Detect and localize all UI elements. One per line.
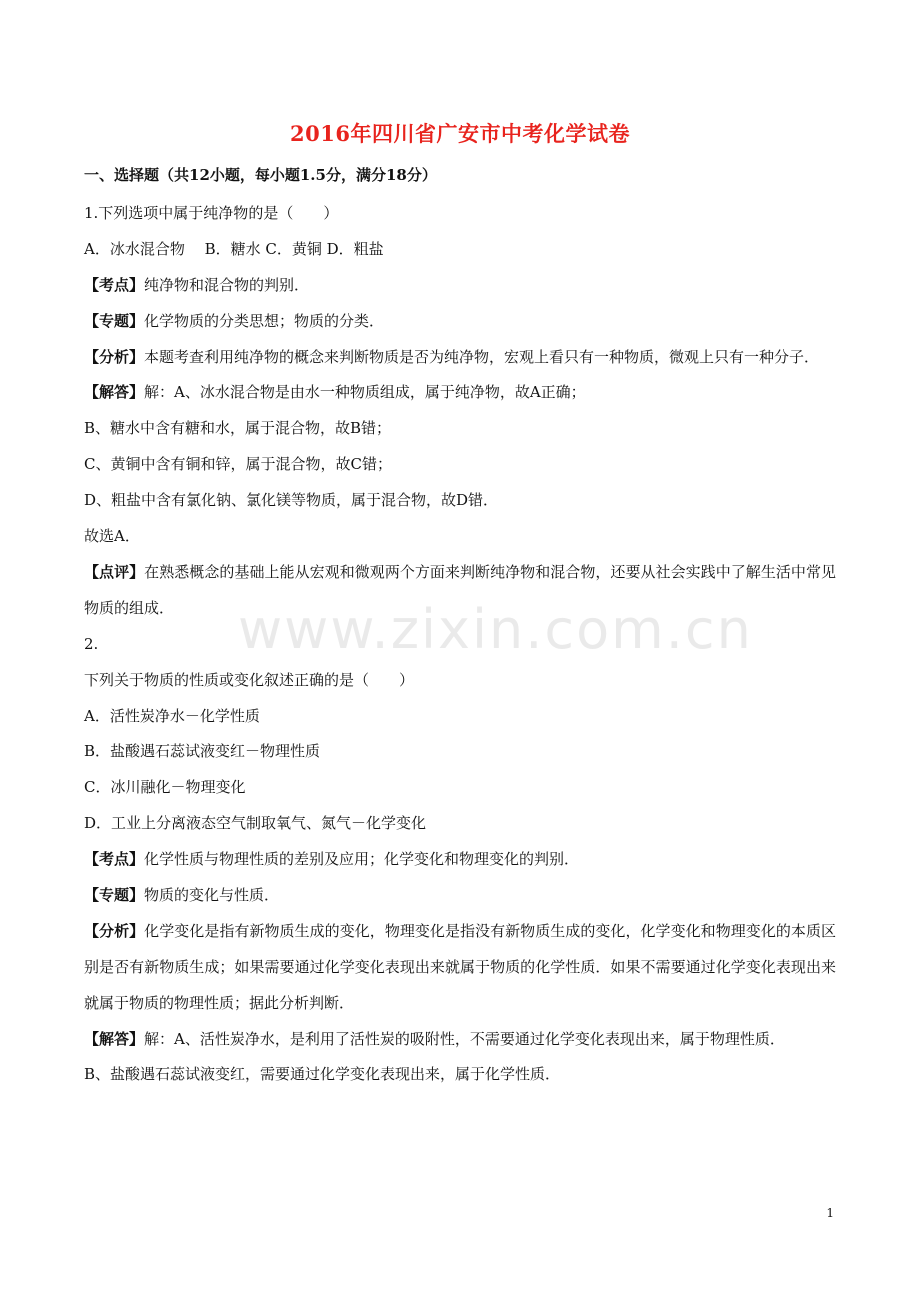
q1-jieda-text: 解：A、冰水混合物是由水一种物质组成，属于纯净物，故A正确； bbox=[144, 383, 586, 402]
q1-line-c: C、黄铜中含有铜和锌，属于混合物，故C错； bbox=[84, 455, 392, 474]
q2-jieda bbox=[84, 1022, 836, 1058]
q1-fenxi-text: 本题考查利用纯净物的概念来判断物质是否为纯净物，宏观上看只有一种物质，微观上只有一种分子． bbox=[144, 347, 820, 366]
q2-stem: 下列关于物质的性质或变化叙述正确的是（ ） bbox=[84, 670, 415, 689]
q1-zhuanti-text: 化学物质的分类思想；物质的分类． bbox=[144, 311, 385, 330]
q1-zhuanti bbox=[84, 304, 836, 340]
q1-dianping-tag: 【点评】 bbox=[84, 562, 145, 581]
q1-line-b: B、糖水中含有糖和水，属于混合物，故B错； bbox=[84, 419, 392, 438]
q1-line-d: D、粗盐中含有氯化钠、氯化镁等物质，属于混合物，故D错． bbox=[84, 491, 499, 510]
q1-dianping-text: 在熟悉概念的基础上能从宏观和微观两个方面来判断纯净物和混合物，还要从社会实践中了解生活中常见物质的组成． bbox=[84, 562, 836, 617]
q2-fenxi-text: 化学变化是指有新物质生成的变化，物理变化是指没有新物质生成的变化，化学变化和物理变化的本质区别是否有新物质生成；如果需要通过化学变化表现出来就属于物质的化学性质．如果不需要通过化学变化表现出来就属于物质的物理性质；据此分析判断． bbox=[84, 921, 836, 1012]
q1-kaodian-text: 纯净物和混合物的判别． bbox=[144, 275, 310, 294]
q2-option-c: C．冰川融化－物理变化 bbox=[84, 778, 246, 797]
q2-line-b: B、盐酸遇石蕊试液变红，需要通过化学变化表现出来，属于化学性质． bbox=[84, 1065, 561, 1084]
q2-jieda-text: 解：A、活性炭净水，是利用了活性炭的吸附性，不需要通过化学变化表现出来，属于物理性质． bbox=[144, 1029, 785, 1048]
q2-number: 2. bbox=[84, 634, 99, 653]
q1-jieda bbox=[84, 375, 836, 411]
q2-fenxi-tag: 【分析】 bbox=[84, 921, 145, 940]
q1-answer: 故选A． bbox=[84, 527, 140, 546]
q2-option-d: D．工业上分离液态空气制取氧气、氮气－化学变化 bbox=[84, 814, 427, 833]
q2-kaodian-text: 化学性质与物理性质的差别及应用；化学变化和物理变化的判别． bbox=[144, 850, 580, 869]
q1-dianping bbox=[84, 555, 836, 627]
q1-jieda-tag: 【解答】 bbox=[84, 383, 145, 402]
q2-jieda-tag: 【解答】 bbox=[84, 1029, 145, 1048]
q1-fenxi-tag: 【分析】 bbox=[84, 347, 145, 366]
q2-zhuanti-tag: 【专题】 bbox=[84, 885, 145, 904]
q2-zhuanti bbox=[84, 878, 836, 914]
page-number: 1 bbox=[826, 1206, 834, 1220]
q1-stem: 1.下列选项中属于纯净物的是（ ） bbox=[84, 204, 339, 222]
q1-fenxi bbox=[84, 340, 836, 376]
q1-options: A．冰水混合物 B．糖水 C．黄铜 D．粗盐 bbox=[84, 239, 384, 258]
q2-zhuanti-text: 物质的变化与性质． bbox=[144, 885, 280, 904]
q2-option-b: B．盐酸遇石蕊试液变红－物理性质 bbox=[84, 742, 321, 761]
document-body bbox=[84, 196, 836, 1093]
q2-fenxi bbox=[84, 914, 836, 1022]
page-title: 2016年四川省广安市中考化学试卷 bbox=[290, 121, 630, 146]
q2-kaodian bbox=[84, 842, 836, 878]
q1-zhuanti-tag: 【专题】 bbox=[84, 311, 145, 330]
q1-kaodian bbox=[84, 268, 836, 304]
watermark: www.zixin.com.cn bbox=[238, 598, 753, 661]
section-heading: 一、选择题（共12小题，每小题1.5分，满分18分） bbox=[84, 166, 437, 184]
q2-option-a: A．活性炭净水－化学性质 bbox=[84, 706, 260, 725]
q1-kaodian-tag: 【考点】 bbox=[84, 275, 145, 294]
q2-kaodian-tag: 【考点】 bbox=[84, 850, 145, 869]
